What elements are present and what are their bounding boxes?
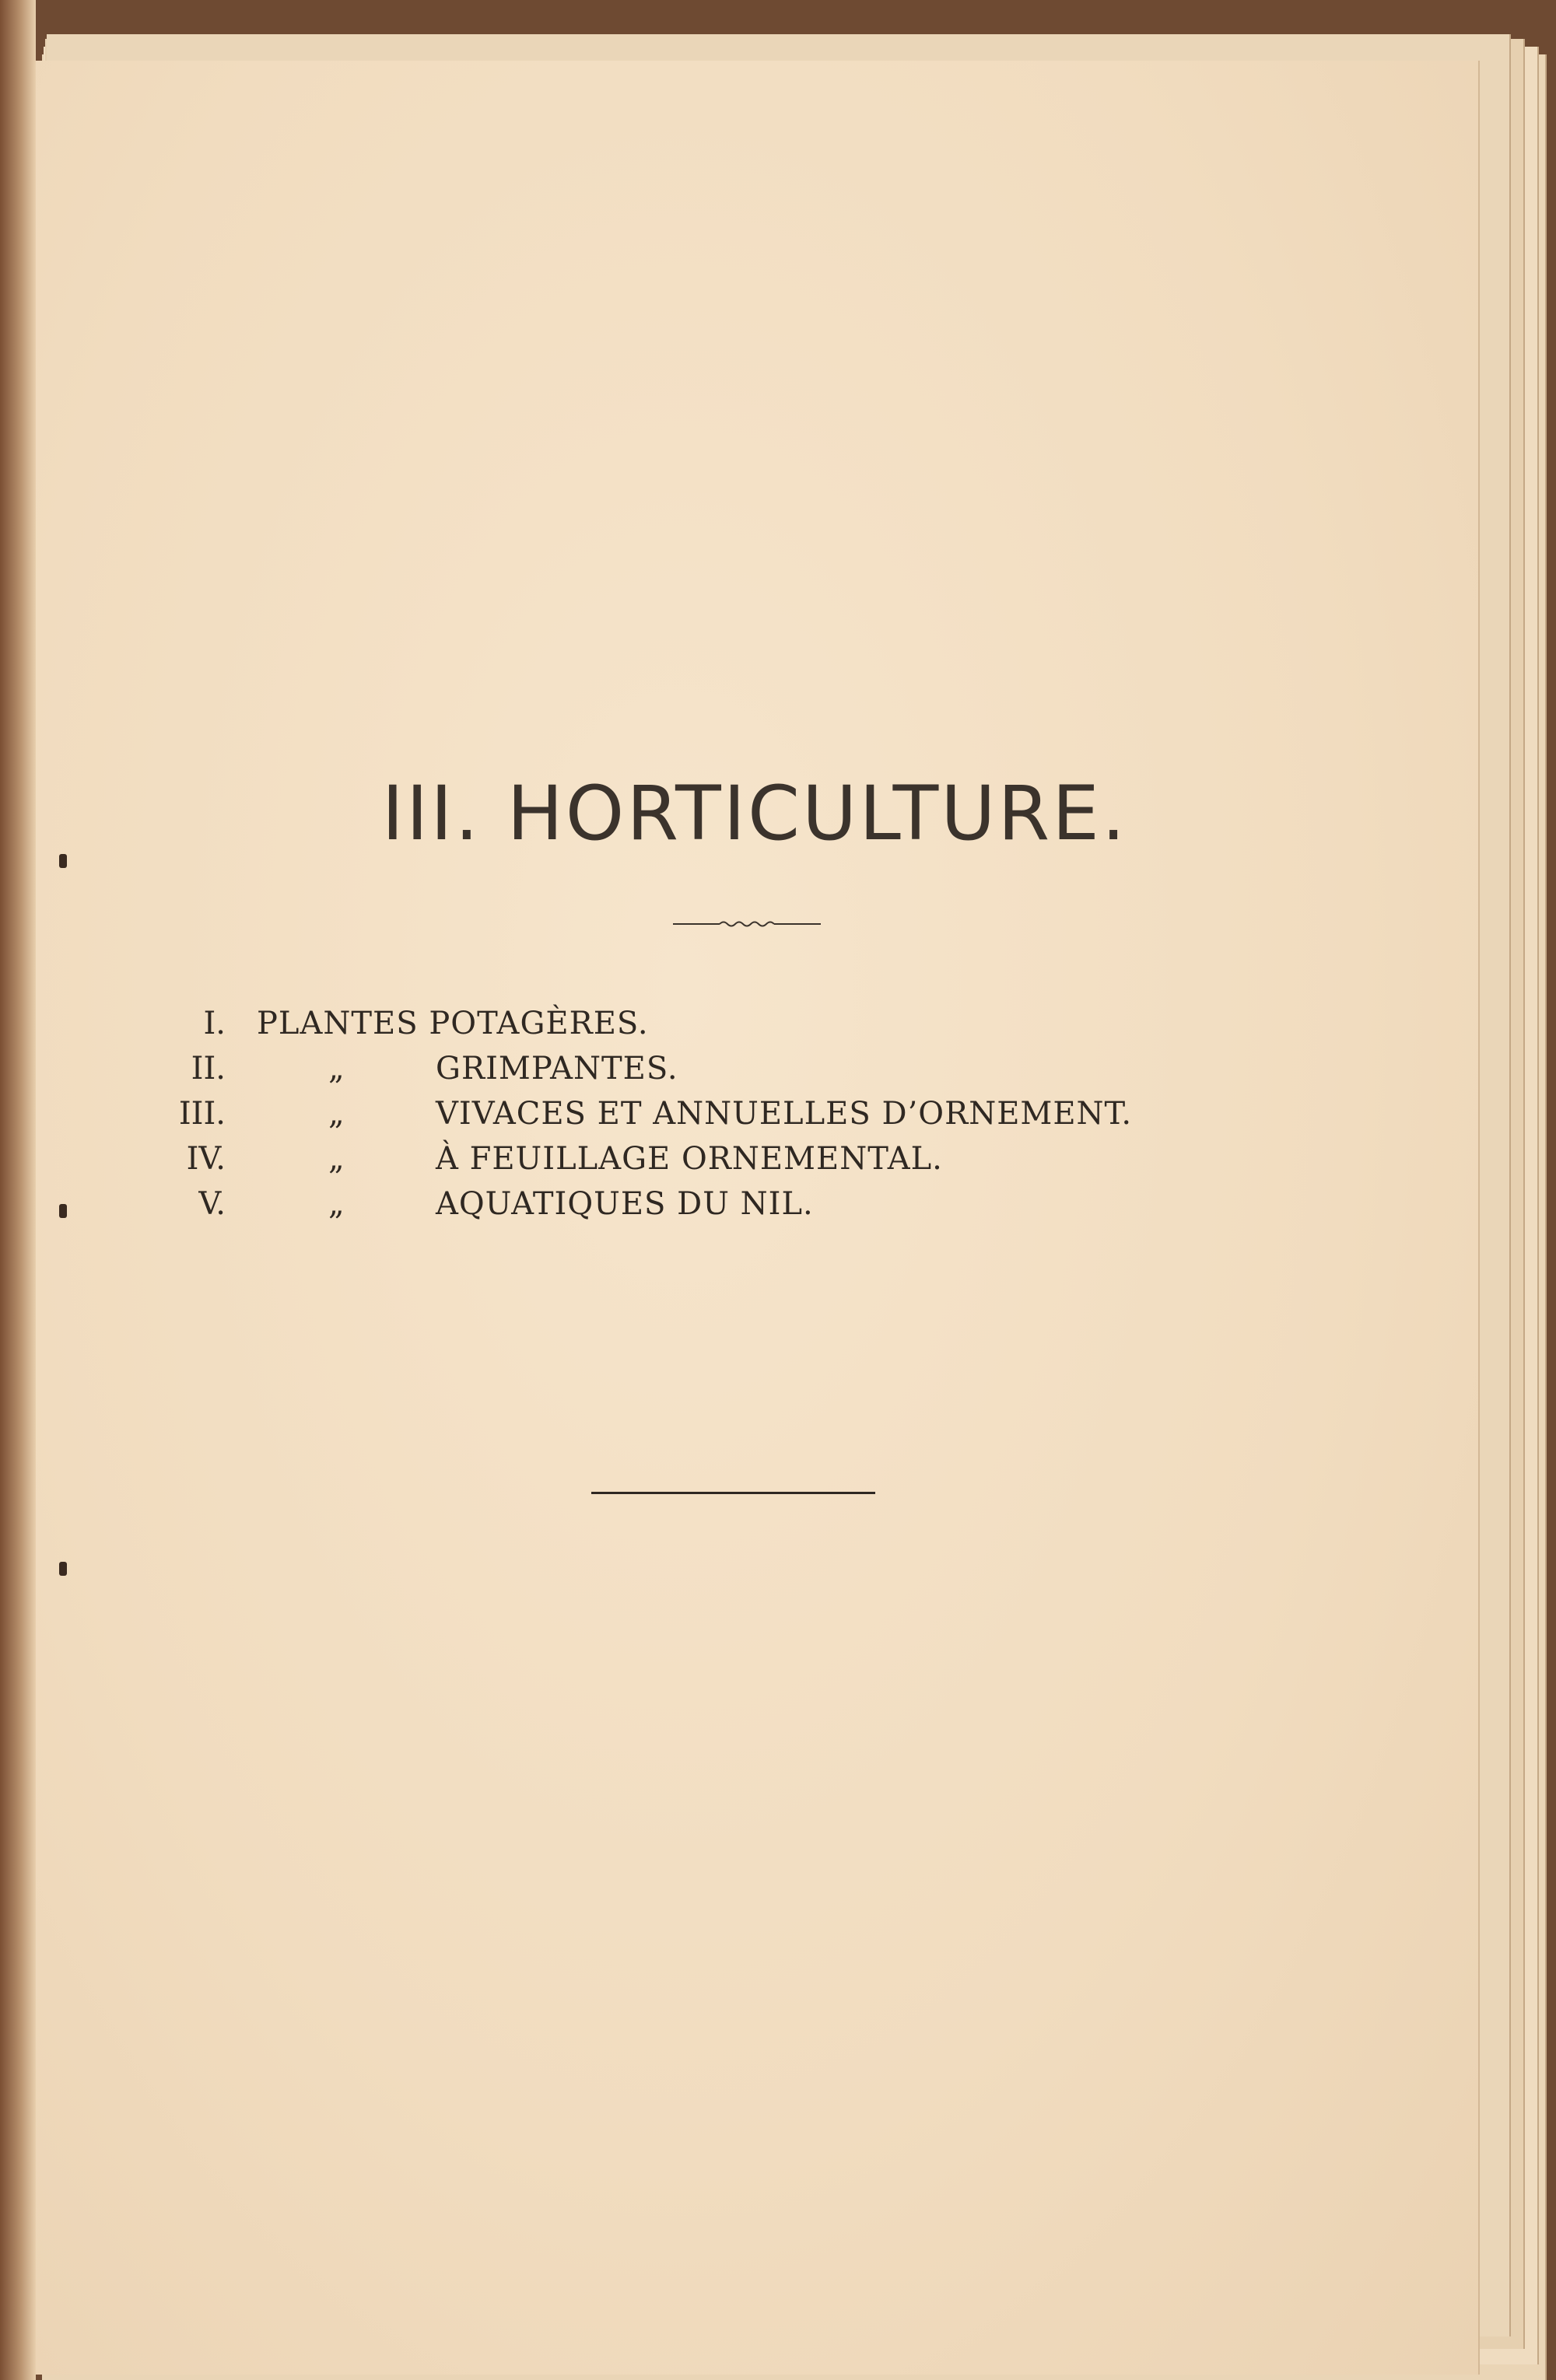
toc-label: VIVACES ET ANNUELLES D’ORNEMENT. <box>436 1096 1133 1132</box>
book-binding <box>0 0 36 2380</box>
toc-row <box>31 1051 1478 1094</box>
book-page <box>31 61 1480 2375</box>
toc-numeral: V. <box>198 1186 226 1222</box>
toc-label: AQUATIQUES DU NIL. <box>436 1186 814 1222</box>
ditto-mark: „ <box>328 1186 345 1222</box>
toc-numeral: IV. <box>186 1141 226 1177</box>
toc-label: GRIMPANTES. <box>436 1051 678 1087</box>
toc-numeral: III. <box>178 1096 226 1132</box>
toc-numeral: II. <box>191 1051 226 1087</box>
table-of-contents <box>31 1006 1478 1270</box>
section-rule <box>591 1492 875 1494</box>
ditto-mark: „ <box>328 1051 345 1087</box>
ditto-mark: „ <box>328 1141 345 1177</box>
toc-label: PLANTES POTAGÈRES. <box>257 1006 649 1041</box>
toc-row <box>31 1096 1478 1139</box>
ditto-mark: „ <box>328 1096 345 1132</box>
toc-row <box>31 1186 1478 1230</box>
toc-label: À FEUILLAGE ORNEMENTAL. <box>436 1141 943 1177</box>
section-title: III. HORTICULTURE. <box>381 770 1128 857</box>
toc-numeral: I. <box>203 1006 226 1041</box>
toc-row <box>31 1141 1478 1185</box>
title-ornament <box>673 919 821 929</box>
binding-stitch <box>59 1562 67 1576</box>
toc-row <box>31 1006 1478 1049</box>
